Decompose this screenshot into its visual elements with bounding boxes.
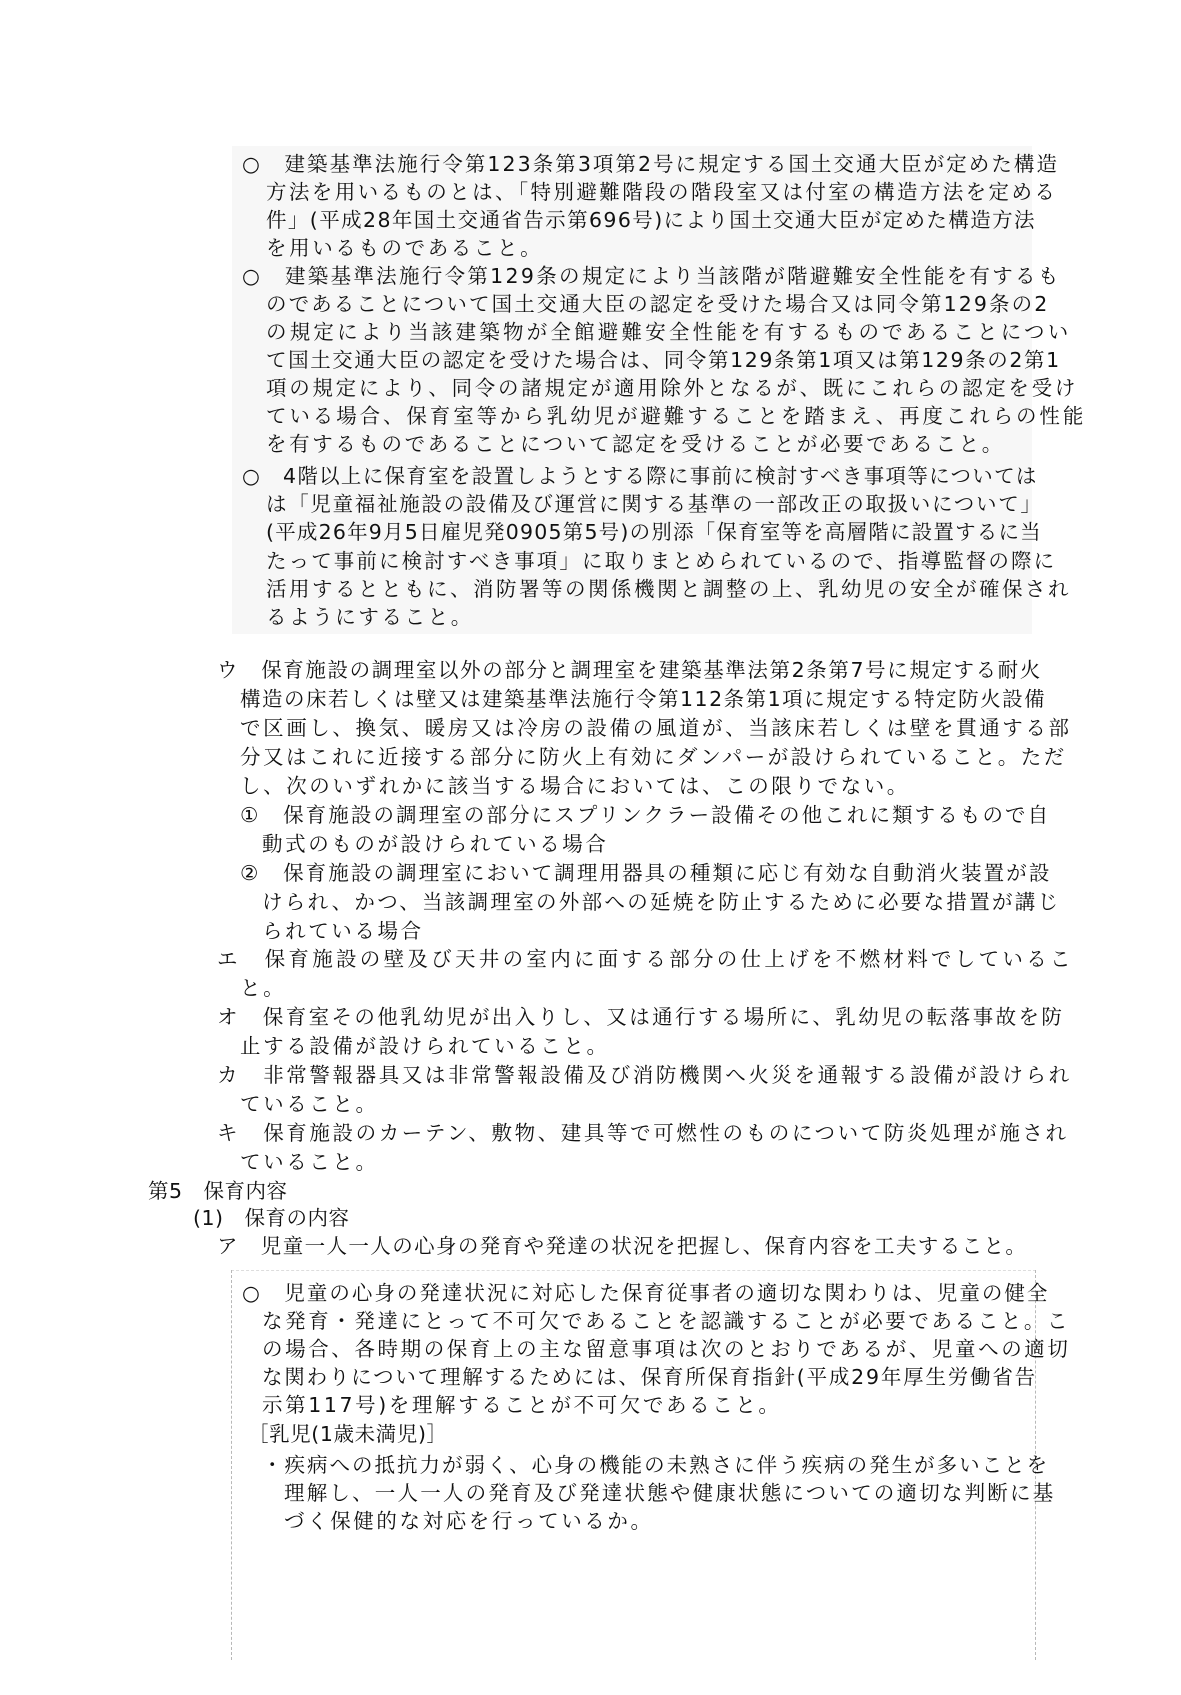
note-line: ている場合、保育室等から乳幼児が避難することを踏まえ、再度これらの性能 bbox=[266, 404, 1087, 428]
note-line: を用いるものであること。 bbox=[266, 236, 544, 260]
body-line: ア 児童一人一人の心身の発育や発達の状況を把握し、保育内容を工夫すること。 bbox=[217, 1234, 1028, 1258]
note-line: (平成26年9月5日雇児発0905第5号)の別添「保育室等を高層階に設置するに当 bbox=[266, 520, 1042, 544]
note-line: な発育・発達にとって不可欠であることを認識することが必要であること。こ bbox=[262, 1309, 1071, 1333]
note-line: 理解し、一人一人の発育及び発達状態や健康状態についての適切な判断に基 bbox=[284, 1481, 1056, 1505]
note-line: を有するものであることについて認定を受けることが必要であること。 bbox=[266, 432, 1005, 456]
note-line: づく保健的な対応を行っているか。 bbox=[284, 1509, 654, 1533]
body-line: エ 保育施設の壁及び天井の室内に面する部分の仕上げを不燃材料でしているこ bbox=[217, 947, 1074, 971]
note-line: ○ 建築基準法施行令第123条第3項第2号に規定する国土交通大臣が定めた構造 bbox=[242, 152, 1059, 176]
subsection-heading: (1) 保育の内容 bbox=[193, 1206, 350, 1230]
note-line: な関わりについて理解するためには、保育所保育指針(平成29年厚生労働省告 bbox=[262, 1365, 1037, 1389]
body-line: ウ 保育施設の調理室以外の部分と調理室を建築基準法第2条第7号に規定する耐火 bbox=[217, 658, 1042, 682]
section-heading: 第5 保育内容 bbox=[148, 1179, 288, 1203]
note-line: は「児童福祉施設の設備及び運営に関する基準の一部改正の取扱いについて」 bbox=[266, 492, 1043, 516]
note-line: の規定により当該建築物が全館避難安全性能を有するものであることについ bbox=[266, 320, 1072, 344]
body-line: オ 保育室その他乳幼児が出入りし、又は通行する場所に、乳幼児の転落事故を防 bbox=[217, 1005, 1065, 1029]
body-line: と。 bbox=[240, 976, 287, 1000]
note-line: 項の規定により、同令の諸規定が適用除外となるが、既にこれらの認定を受け bbox=[266, 376, 1078, 400]
body-line: ② 保育施設の調理室において調理用器具の種類に応じ有効な自動消火装置が設 bbox=[240, 861, 1052, 885]
note-line: の場合、各時期の保育上の主な留意事項は次のとおりであるが、児童への適切 bbox=[262, 1337, 1071, 1361]
body-line: ていること。 bbox=[240, 1150, 379, 1174]
note-line: 示第117号)を理解することが不可欠であること。 bbox=[262, 1393, 782, 1417]
body-line: ていること。 bbox=[240, 1092, 379, 1116]
note-line: たって事前に検討すべき事項」に取りまとめられているので、指導監督の際に bbox=[266, 549, 1057, 573]
note-line: 活用するとともに、消防署等の関係機関と調整の上、乳幼児の安全が確保され bbox=[266, 577, 1071, 601]
note-line: ○ 4階以上に保育室を設置しようとする際に事前に検討すべき事項等については bbox=[242, 464, 1038, 488]
body-line: で区画し、換気、暖房又は冷房の設備の風道が、当該床若しくは壁を貫通する部 bbox=[240, 716, 1072, 740]
note-line: 件」(平成28年国土交通省告示第696号)により国土交通大臣が定めた構造方法 bbox=[266, 208, 1036, 232]
body-line: 動式のものが設けられている場合 bbox=[262, 832, 609, 856]
body-line: けられ、かつ、当該調理室の外部への延焼を防止するために必要な措置が講じ bbox=[262, 890, 1061, 914]
note-line: ○ 児童の心身の発達状況に対応した保育従事者の適切な関わりは、児童の健全 bbox=[242, 1281, 1050, 1305]
note-line: て国土交通大臣の認定を受けた場合は、同令第129条第1項又は第129条の2第1 bbox=[266, 348, 1061, 372]
note-line: るようにすること。 bbox=[266, 605, 474, 629]
body-line: し、次のいずれかに該当する場合においては、この限りでない。 bbox=[240, 774, 910, 798]
body-line: られている場合 bbox=[262, 919, 424, 943]
body-line: ① 保育施設の調理室の部分にスプリンクラー設備その他これに類するもので自 bbox=[240, 803, 1051, 827]
note-line: ・疾病への抵抗力が弱く、心身の機能の未熟さに伴う疾病の発生が多いことを bbox=[262, 1453, 1050, 1477]
note-line: 方法を用いるものとは、「特別避難階段の階段室又は付室の構造方法を定める bbox=[266, 180, 1058, 204]
body-line: 構造の床若しくは壁又は建築基準法施行令第112条第1項に規定する特定防火設備 bbox=[240, 687, 1047, 711]
note-line: ［乳児(1歳未満児)］ bbox=[248, 1422, 448, 1446]
body-line: カ 非常警報器具又は非常警報設備及び消防機関へ火災を通報する設備が設けられ bbox=[217, 1063, 1072, 1087]
note-line: のであることについて国土交通大臣の認定を受けた場合又は同令第129条の2 bbox=[266, 292, 1050, 316]
body-line: 分又はこれに近接する部分に防火上有効にダンパーが設けられていること。ただ bbox=[240, 745, 1067, 769]
body-line: 止する設備が設けられていること。 bbox=[240, 1034, 610, 1058]
body-line: キ 保育施設のカーテン、敷物、建具等で可燃性のものについて防炎処理が施され bbox=[217, 1121, 1069, 1145]
note-line: ○ 建築基準法施行令第129条の規定により当該階が階避難安全性能を有するも bbox=[242, 264, 1061, 288]
